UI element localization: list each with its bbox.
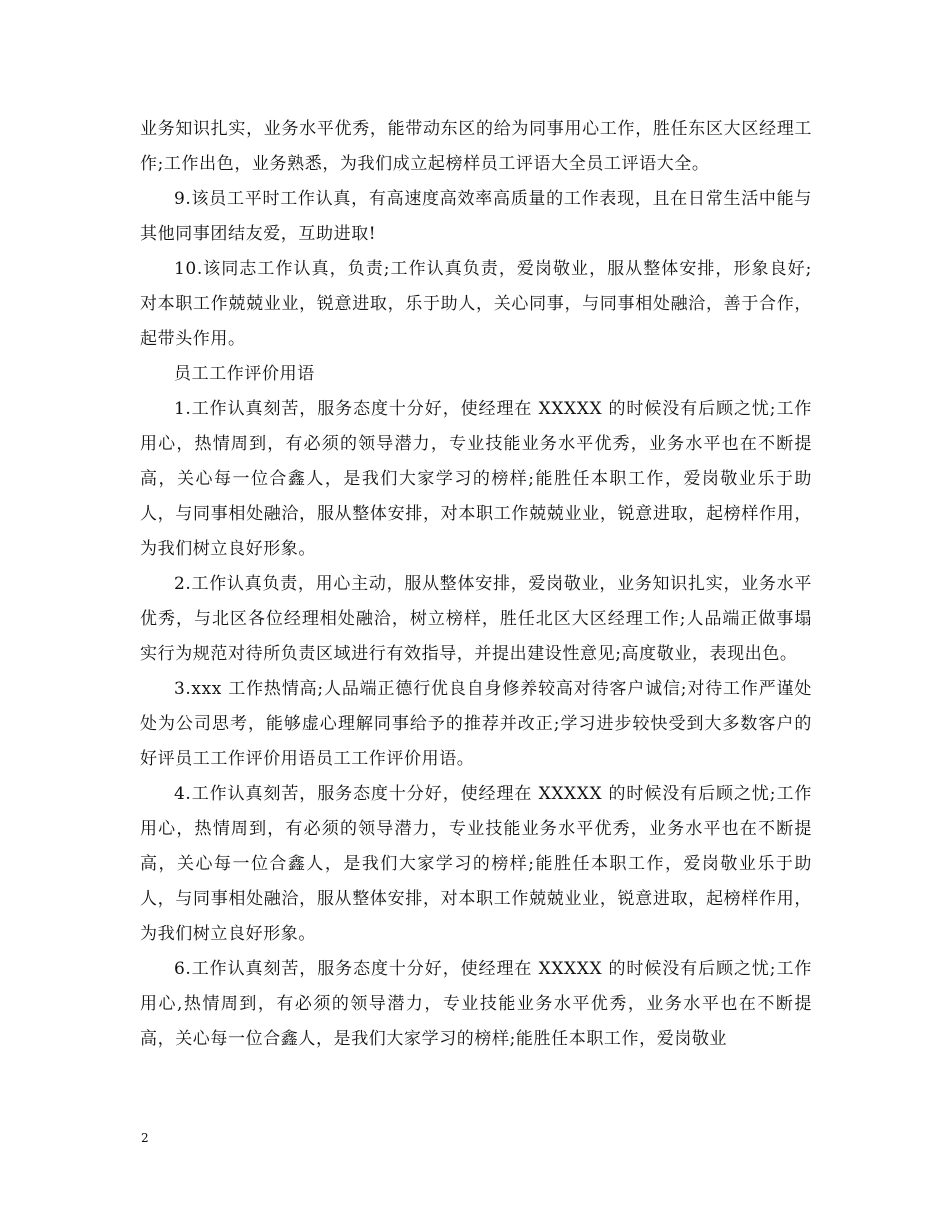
paragraph-item-9: 9.该员工平时工作认真，有高速度高效率高质量的工作表现，且在日常生活中能与其他同事团结友爱，互助进取!: [140, 189, 812, 244]
paragraph-item-1: 1.工作认真刻苦，服务态度十分好，使经理在 XXXXX 的时候没有后顾之忧;工作用心，热情周到，有必须的领导潜力，专业技能业务水平优秀，业务水平也在不断提高，关心每一位合鑫人，是我们大家学习的榜样;能胜任本职工作，爱岗敬业乐于助人，与同事相处融洽，服从整体安排，对本职工作兢兢业业，锐意进取，起榜样作用，为我们树立良好形象。: [140, 399, 812, 559]
document-body: [140, 112, 812, 1057]
paragraph-item-4: 4.工作认真刻苦，服务态度十分好，使经理在 XXXXX 的时候没有后顾之忧;工作用心，热情周到，有必须的领导潜力，专业技能业务水平优秀，业务水平也在不断提高，关心每一位合鑫人，是我们大家学习的榜样;能胜任本职工作，爱岗敬业乐于助人，与同事相处融洽，服从整体安排，对本职工作兢兢业业，锐意进取，起榜样作用，为我们树立良好形象。: [140, 784, 812, 944]
page-number: 2: [141, 1131, 149, 1145]
paragraph-item-10: 10.该同志工作认真，负责;工作认真负责，爱岗敬业，服从整体安排，形象良好;对本职工作兢兢业业，锐意进取，乐于助人，关心同事，与同事相处融洽，善于合作，起带头作用。: [140, 259, 812, 349]
paragraph-item-6: 6.工作认真刻苦，服务态度十分好，使经理在 XXXXX 的时候没有后顾之忧;工作用心,热情周到，有必须的领导潜力，专业技能业务水平优秀，业务水平也在不断提高，关心每一位合鑫人，是我们大家学习的榜样;能胜任本职工作，爱岗敬业: [140, 959, 812, 1049]
paragraph-continuation: 业务知识扎实，业务水平优秀，能带动东区的给为同事用心工作，胜任东区大区经理工作;工作出色，业务熟悉，为我们成立起榜样员工评语大全员工评语大全。: [140, 119, 812, 174]
paragraph-item-3: 3.xxx 工作热情高;人品端正德行优良自身修养较高对待客户诚信;对待工作严谨处处为公司思考，能够虚心理解同事给予的推荐并改正;学习进步较快受到大多数客户的好评员工工作评价用语员工工作评价用语。: [140, 679, 812, 769]
section-heading: 员工工作评价用语: [174, 364, 315, 384]
paragraph-item-2: 2.工作认真负责，用心主动，服从整体安排，爱岗敬业，业务知识扎实，业务水平优秀，与北区各位经理相处融洽，树立榜样，胜任北区大区经理工作;人品端正做事塌实行为规范对待所负责区域进行有效指导，并提出建设性意见;高度敬业，表现出色。: [140, 574, 812, 664]
